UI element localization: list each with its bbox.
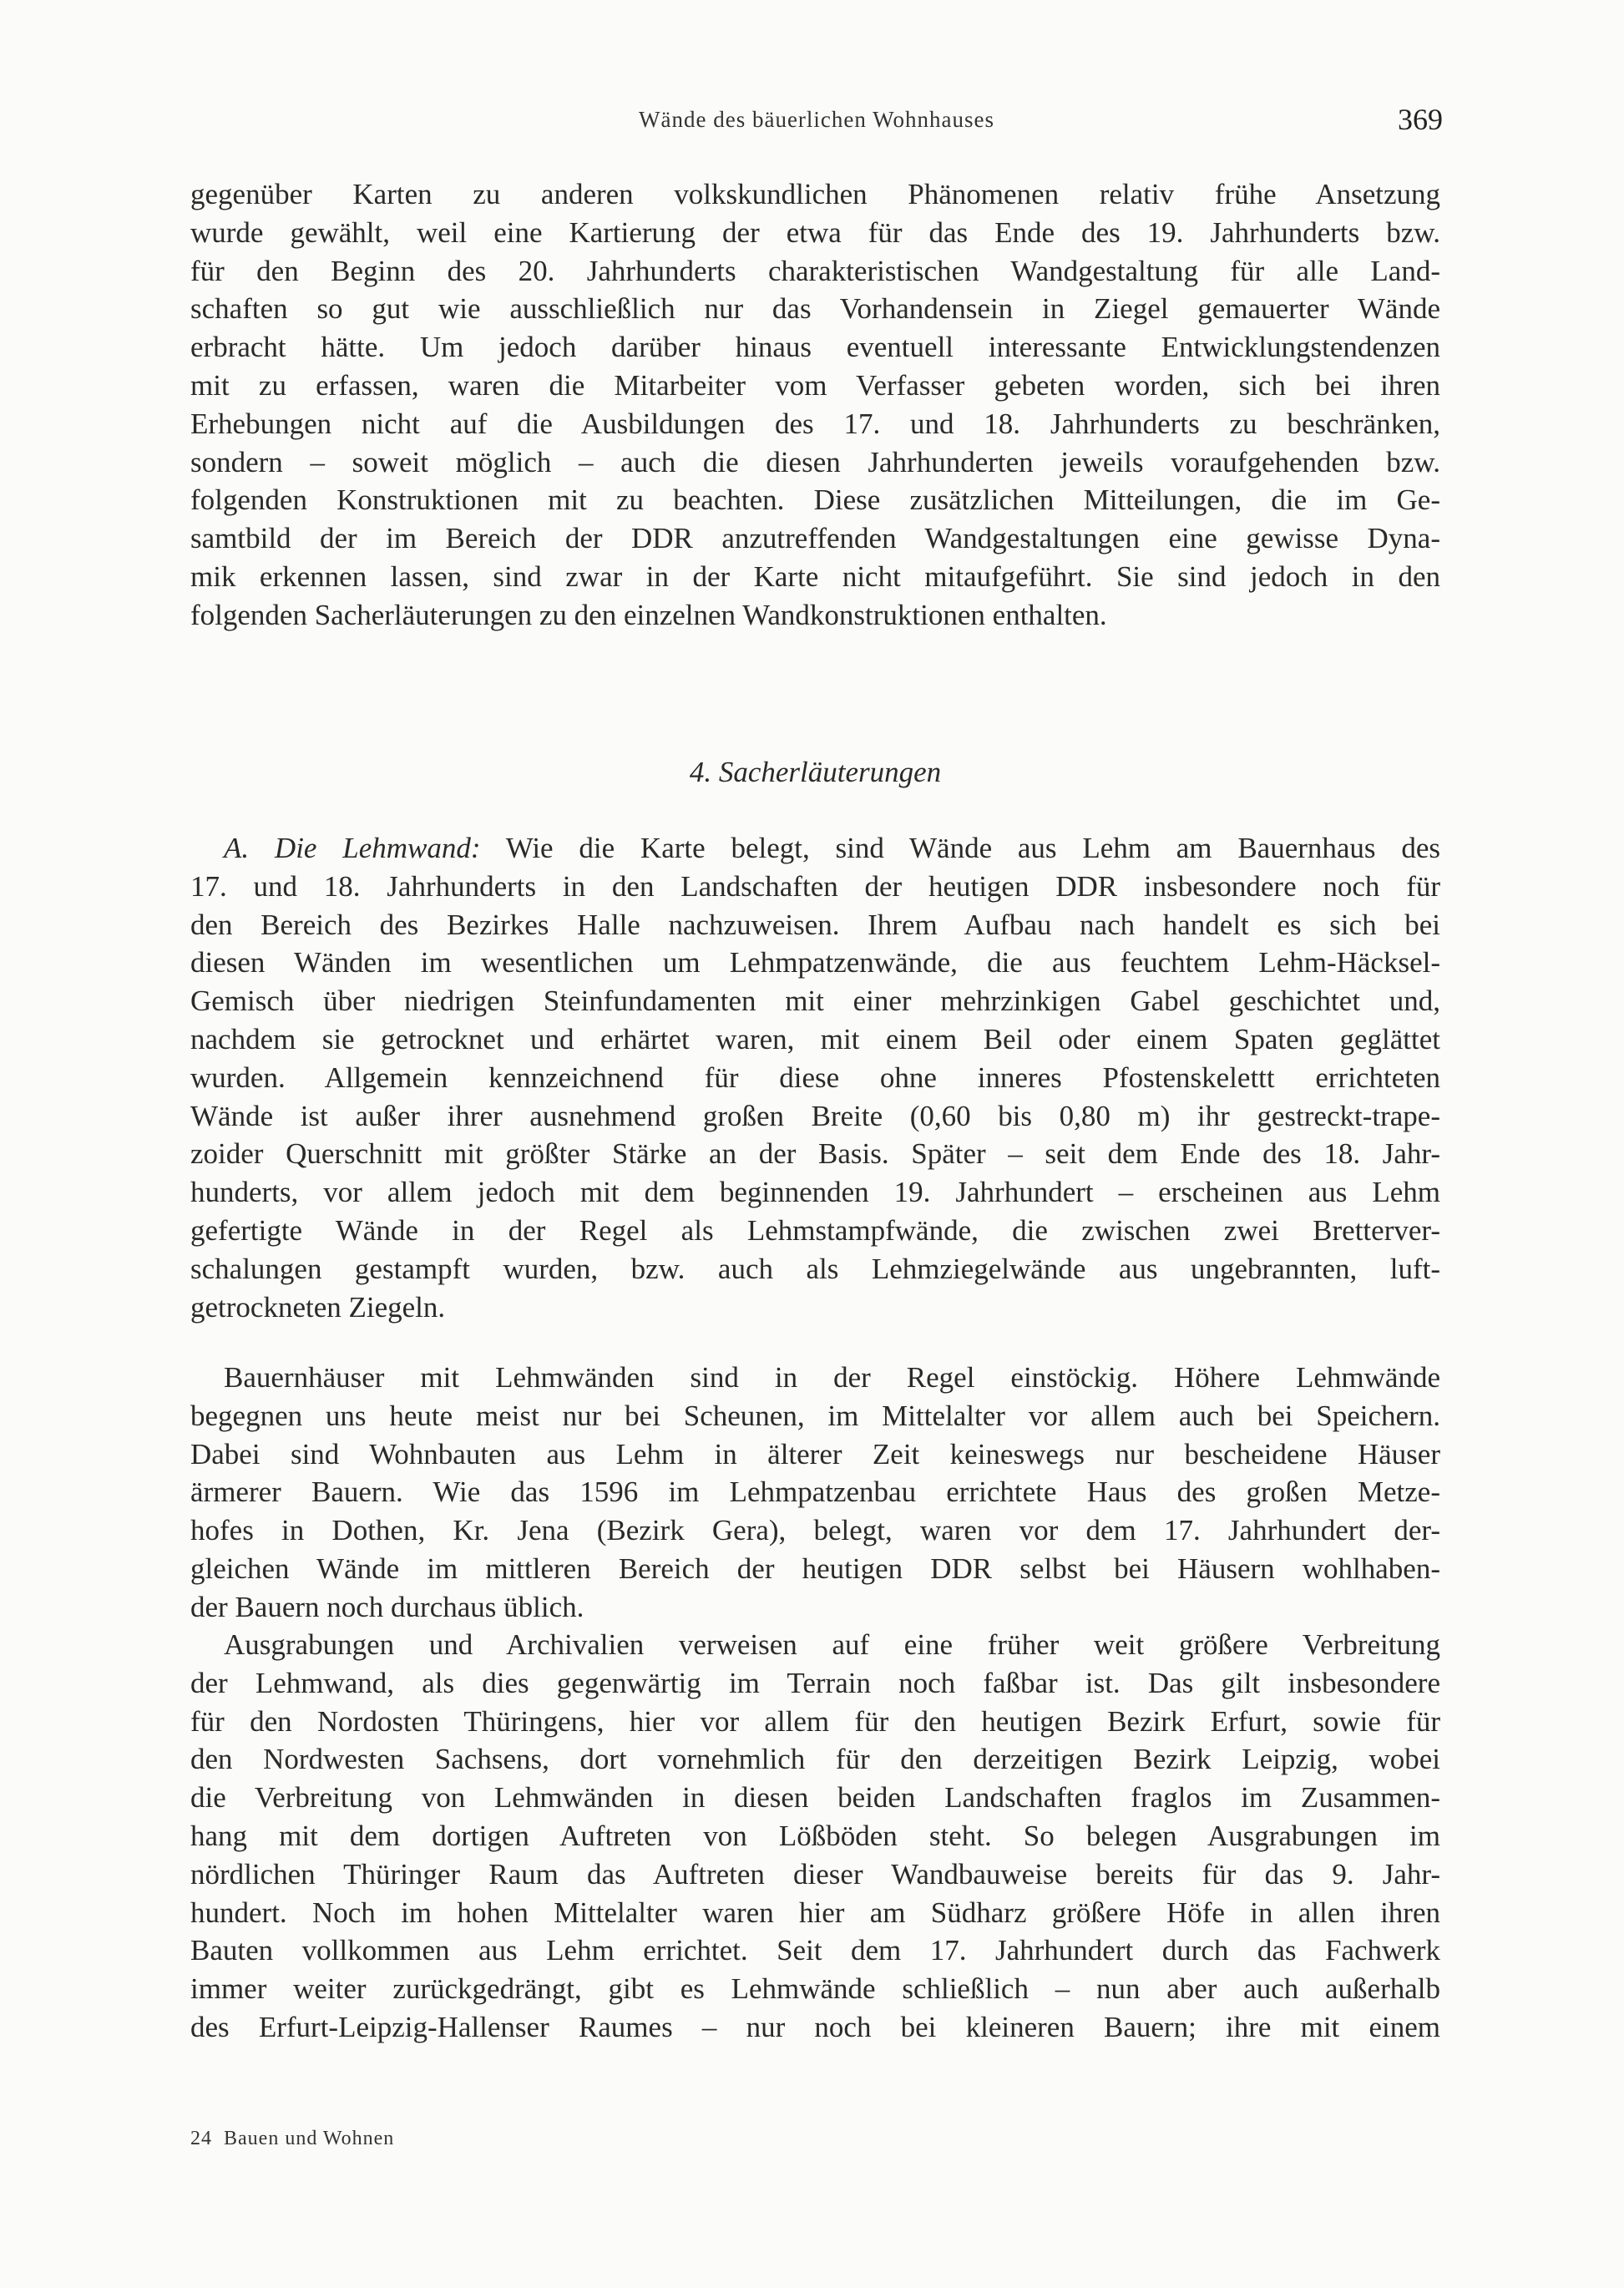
text-line: mit zu erfassen, waren die Mitarbeiter vom Verfasser gebeten worden, sich bei ihren bbox=[190, 368, 1440, 402]
text-line: gleichen Wände im mittleren Bereich der heutigen DDR selbst bei Häusern wohlhaben- bbox=[190, 1551, 1440, 1585]
text-line: 17. und 18. Jahrhunderts in den Landschaften der heutigen DDR insbesondere noch für bbox=[190, 869, 1440, 903]
text-line: der Bauern noch durchaus üblich. bbox=[190, 1590, 584, 1623]
text-line: nördlichen Thüringer Raum das Auftreten dieser Wandbauweise bereits für das 9. Jahr- bbox=[190, 1857, 1440, 1891]
text-line: den Bereich des Bezirkes Halle nachzuweisen. Ihrem Aufbau nach handelt es sich bei bbox=[190, 908, 1440, 941]
text-line: hunderts, vor allem jedoch mit dem beginnenden 19. Jahrhundert – erscheinen aus Lehm bbox=[190, 1176, 1440, 1209]
text-line: Erhebungen nicht auf die Ausbildungen des 17. und 18. Jahrhunderts zu beschränken, bbox=[190, 407, 1440, 440]
intro-paragraph bbox=[190, 175, 1440, 635]
section-heading: 4. Sacherläuterungen bbox=[689, 756, 942, 788]
text-line: nachdem sie getrocknet und erhärtet waren, mit einem Beil oder einem Spaten geglättet bbox=[190, 1022, 1440, 1055]
first-line-text: Wie die Karte belegt, sind Wände aus Lehm am Bauernhaus des bbox=[480, 832, 1440, 864]
text-line: den Nordwesten Sachsens, dort vornehmlich für den derzeitigen Bezirk Leipzig, wobei bbox=[190, 1743, 1440, 1776]
text-line: getrockneten Ziegeln. bbox=[190, 1290, 446, 1324]
text-line: Bauernhäuser mit Lehmwänden sind in der Regel einstöckig. Höhere Lehmwände bbox=[224, 1361, 1440, 1394]
paragraph-lehmwand bbox=[190, 829, 1440, 1326]
text-line: samtbild der im Bereich der DDR anzutreffenden Wandgestaltungen eine gewisse Dyna- bbox=[190, 522, 1440, 555]
text-line: zoider Querschnitt mit größter Stärke an der Basis. Später – seit dem Ende des 18. Jahr- bbox=[190, 1137, 1440, 1171]
text-line: Wände ist außer ihrer ausnehmend großen Breite (0,60 bis 0,80 m) ihr gestreckt-trape- bbox=[190, 1099, 1440, 1132]
text-line: wurden. Allgemein kennzeichnend für diese ohne inneres Pfostenskelettt errichteten bbox=[190, 1060, 1440, 1094]
text-line bbox=[190, 829, 1440, 868]
text-line: hofes in Dothen, Kr. Jena (Bezirk Gera), belegt, waren vor dem 17. Jahrhundert der- bbox=[190, 1514, 1440, 1547]
text-line: diesen Wänden im wesentlichen um Lehmpatzenwände, die aus feuchtem Lehm-Häcksel- bbox=[190, 946, 1440, 979]
signature-footer bbox=[190, 2128, 406, 2150]
text-line: immer weiter zurückgedrängt, gibt es Lehmwände schließlich – nun aber auch außerhalb bbox=[190, 1972, 1440, 2006]
text-line: folgenden Sacherläuterungen zu den einzelnen Wandkonstruktionen enthalten. bbox=[190, 598, 1107, 631]
text-line: mik erkennen lassen, sind zwar in der Karte nicht mitaufgeführt. Sie sind jedoch in den bbox=[190, 559, 1440, 593]
text-line: Dabei sind Wohnbauten aus Lehm in älterer Zeit keineswegs nur bescheidene Häuser bbox=[190, 1437, 1440, 1470]
text-line: die Verbreitung von Lehmwänden in diesen beiden Landschaften fraglos im Zusammen- bbox=[190, 1781, 1440, 1815]
text-line: der Lehmwand, als dies gegenwärtig im Terrain noch faßbar ist. Das gilt insbesondere bbox=[190, 1666, 1440, 1699]
signature-number: 24 bbox=[190, 2128, 212, 2149]
text-line: sondern – soweit möglich – auch die diesen Jahrhunderten jeweils voraufgehenden bzw. bbox=[190, 445, 1440, 478]
text-line: gefertigte Wände in der Regel als Lehmstampfwände, die zwischen zwei Bretterver- bbox=[190, 1213, 1440, 1247]
paragraph-lead: A. Die Lehmwand: bbox=[224, 832, 481, 864]
text-line: für den Nordosten Thüringens, hier vor allem für den heutigen Bezirk Erfurt, sowie für bbox=[190, 1704, 1440, 1738]
text-line: schalungen gestampft wurden, bzw. auch als Lehmziegelwände aus ungebrannten, luft- bbox=[190, 1252, 1440, 1285]
paragraph-bauernhaeuser bbox=[190, 1359, 1440, 1627]
text-line: erbracht hätte. Um jedoch darüber hinaus eventuell interessante Entwicklungstendenzen bbox=[190, 331, 1440, 364]
text-line: Gemisch über niedrigen Steinfundamenten mit einer mehrzinkigen Gabel geschichtet und, bbox=[190, 985, 1440, 1018]
text-line: folgenden Konstruktionen mit zu beachten. Diese zusätzlichen Mitteilungen, die im Ge- bbox=[190, 483, 1440, 517]
page-number: 369 bbox=[1398, 103, 1443, 136]
text-line: gegenüber Karten zu anderen volkskundlichen Phänomenen relativ frühe Ansetzung bbox=[190, 178, 1440, 210]
text-line: begegnen uns heute meist nur bei Scheunen, im Mittelalter vor allem auch bei Speichern. bbox=[190, 1399, 1440, 1432]
text-line: Bauten vollkommen aus Lehm errichtet. Seit dem 17. Jahrhundert durch das Fachwerk bbox=[190, 1934, 1440, 1967]
text-line: schaften so gut wie ausschließlich nur das Vorhandensein in Ziegel gemauerter Wände bbox=[190, 292, 1440, 326]
text-line: hundert. Noch im hohen Mittelalter waren hier am Südharz größere Höfe in allen ihren bbox=[190, 1896, 1440, 1929]
running-title: Wände des bäuerlichen Wohnhauses bbox=[639, 107, 994, 132]
text-line: ärmerer Bauern. Wie das 1596 im Lehmpatzenbau errichtete Haus des großen Metze- bbox=[190, 1476, 1440, 1509]
text-line: Ausgrabungen und Archivalien verweisen auf eine früher weit größere Verbreitung bbox=[224, 1628, 1440, 1661]
text-line: des Erfurt-Leipzig-Hallenser Raumes – nur noch bei kleineren Bauern; ihre mit einem bbox=[190, 2010, 1440, 2043]
text-line: wurde gewählt, weil eine Kartierung der etwa für das Ende des 19. Jahrhunderts bzw. bbox=[190, 215, 1440, 249]
signature-title: Bauen und Wohnen bbox=[224, 2128, 395, 2149]
running-head bbox=[190, 103, 1443, 140]
text-line: für den Beginn des 20. Jahrhunderts charakteristischen Wandgestaltung für alle Land- bbox=[190, 254, 1440, 287]
paragraph-ausgrabungen bbox=[190, 1626, 1440, 2047]
text-line: hang mit dem dortigen Auftreten von Lößböden steht. So belegen Ausgrabungen im bbox=[190, 1819, 1440, 1852]
